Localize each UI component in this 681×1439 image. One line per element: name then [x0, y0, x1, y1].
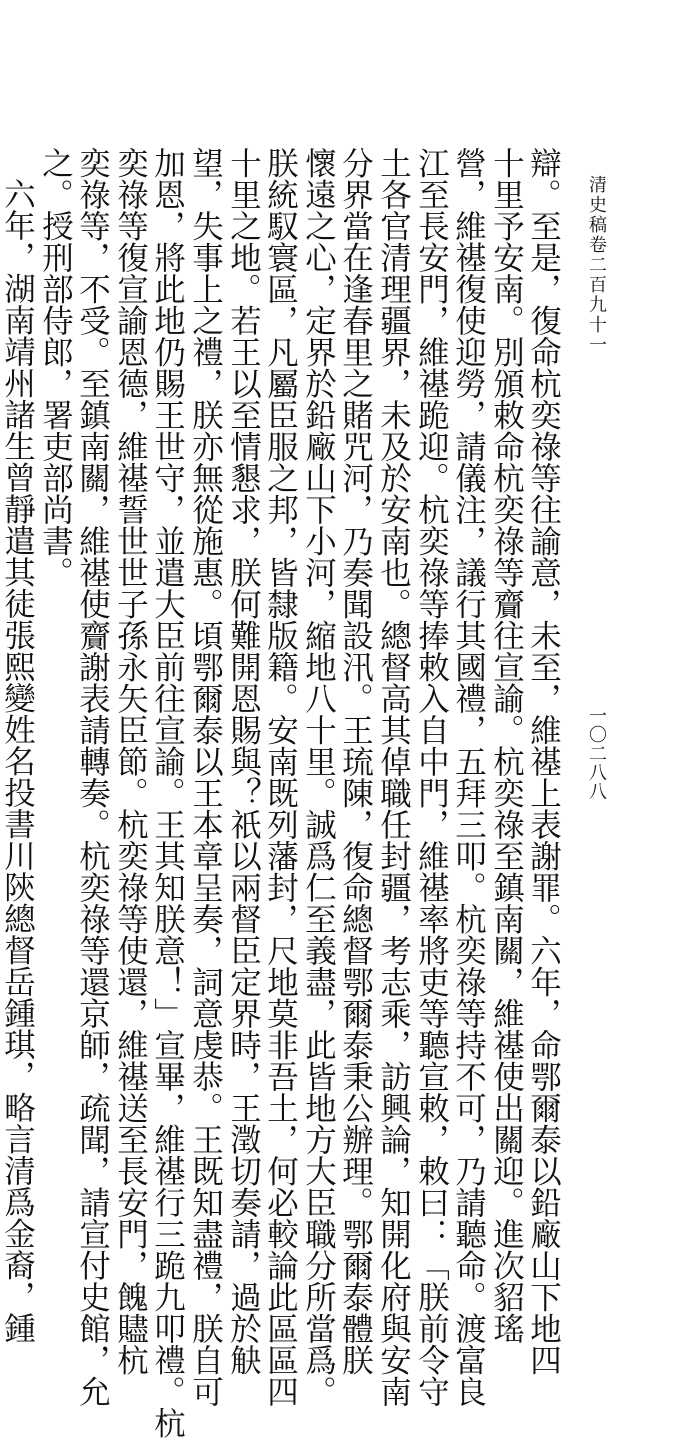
text-column-9: 十里之地。若王以至情懇求，朕何難開恩賜與？祇以兩督臣定界時，王澂切奏請，過於觖 [225, 147, 262, 1376]
text-column-14: 之。授刑部侍郎，署吏部尚書。 [37, 147, 74, 588]
page-number: 一〇二八八 [586, 706, 607, 801]
book-title-header: 清史稿卷二百九十一 [586, 175, 607, 355]
text-column-3: 營，維禥復使迎勞，請儀注，議行其國禮，五拜三叩。杭奕祿等持不可，乃請聽命。渡富良 [450, 147, 487, 1407]
text-column-5: 土各官清理疆界，未及於安南也。總督高其倬職任封疆，考志乘，訪興論，知開化府與安南 [375, 147, 412, 1407]
text-column-1: 辯。至是，復命杭奕祿等往諭意，未至，維禥上表謝罪。六年，命鄂爾泰以鉛廠山下地四 [525, 147, 562, 1376]
text-column-8: 朕統馭寰區，凡屬臣服之邦，皆隸版籍。安南既列藩封，尺地莫非吾土，何必較論此區區四 [262, 147, 299, 1407]
text-column-7: 懷遠之心，定界於鉛廠山下小河，縮地八十里。誠爲仁至義盡，此皆地方大臣職分所當爲。 [300, 147, 337, 1407]
text-column-11: 加恩，將此地仍賜王世守，並遣大臣前往宣諭。王其知朕意！」宣畢，維禥行三跪九叩禮。杭 [149, 147, 186, 1439]
text-column-2: 十里予安南。別頒敕命杭奕祿等齎往宣諭。杭奕祿至鎮南關，維禥使出關迎。進次貂瑤 [488, 147, 525, 1344]
text-column-4: 江至長安門，維禥跪迎。杭奕祿等捧敕入自中門，維禥率將吏等聽宣敕，敕曰：「朕前令守 [413, 147, 450, 1407]
text-column-6: 分界當在逢春里之賭咒河，乃奏聞設汛。王琉陳，復命總督鄂爾泰秉公辦理。鄂爾泰體朕 [337, 147, 374, 1376]
text-column-13: 奕祿等，不受。至鎮南關，維禥使齎謝表請轉奏。杭奕祿等還京師，疏聞，請宣付史館，允 [74, 147, 111, 1407]
text-column-10: 望，失事上之禮，朕亦無從施惠。頃鄂爾泰以王本章呈奏，詞意虔恭。王既知盡禮，朕自可 [187, 147, 224, 1407]
text-column-15: 六年，湖南靖州諸生曾靜遣其徒張熙變姓名投書川陝總督岳鍾琪，略言清爲金裔，鍾 [0, 178, 36, 1344]
text-column-12: 奕祿等復宣諭恩德，維禥誓世世子孫永矢臣節。杭奕祿等使還，維禥送至長安門，餽贐杭 [112, 147, 149, 1376]
